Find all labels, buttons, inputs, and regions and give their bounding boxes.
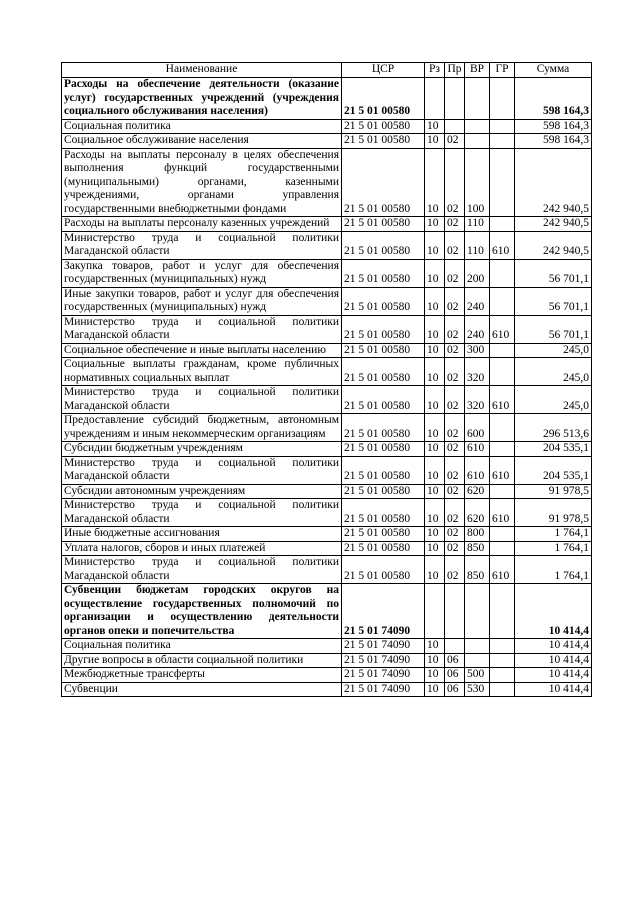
cell-pr: 02 xyxy=(445,287,465,315)
cell-name: Социальное обслуживание населения xyxy=(62,134,342,149)
cell-vr xyxy=(465,639,490,654)
cell-gr xyxy=(490,653,515,668)
cell-sum: 56 701,1 xyxy=(515,315,592,343)
cell-gr xyxy=(490,343,515,358)
cell-rz: 10 xyxy=(425,484,445,499)
cell-pr: 02 xyxy=(445,499,465,527)
cell-csr: 21 5 01 00580 xyxy=(342,499,425,527)
table-row xyxy=(62,217,592,232)
cell-name: Министерство труда и социальной политики Магаданской области xyxy=(62,315,342,343)
table-row xyxy=(62,668,592,683)
table-row xyxy=(62,541,592,556)
table-row xyxy=(62,259,592,287)
cell-name: Расходы на выплаты персоналу в целях обеспечения выполнения функций государственными (муниципальными) органами, казенными учреждениями, органами управления государственными внебюджетными фондами xyxy=(62,148,342,217)
cell-vr: 610 xyxy=(465,442,490,457)
cell-csr: 21 5 01 00580 xyxy=(342,358,425,386)
cell-sum: 56 701,1 xyxy=(515,259,592,287)
cell-gr: 610 xyxy=(490,231,515,259)
cell-sum: 91 978,5 xyxy=(515,484,592,499)
cell-vr xyxy=(465,78,490,120)
table-body xyxy=(62,78,592,697)
cell-pr: 02 xyxy=(445,134,465,149)
cell-gr xyxy=(490,442,515,457)
cell-gr: 610 xyxy=(490,386,515,414)
cell-name: Иные бюджетные ассигнования xyxy=(62,527,342,542)
header-row xyxy=(62,63,592,78)
cell-gr xyxy=(490,119,515,134)
cell-name: Межбюджетные трансферты xyxy=(62,668,342,683)
cell-rz: 10 xyxy=(425,119,445,134)
cell-gr xyxy=(490,148,515,217)
cell-csr: 21 5 01 00580 xyxy=(342,527,425,542)
cell-pr: 02 xyxy=(445,414,465,442)
cell-sum: 598 164,3 xyxy=(515,134,592,149)
cell-vr: 620 xyxy=(465,499,490,527)
cell-csr: 21 5 01 00580 xyxy=(342,456,425,484)
cell-vr: 110 xyxy=(465,217,490,232)
cell-pr: 02 xyxy=(445,259,465,287)
cell-gr xyxy=(490,414,515,442)
cell-vr: 300 xyxy=(465,343,490,358)
cell-sum: 10 414,4 xyxy=(515,668,592,683)
cell-vr: 100 xyxy=(465,148,490,217)
cell-vr: 800 xyxy=(465,527,490,542)
cell-name: Другие вопросы в области социальной политики xyxy=(62,653,342,668)
cell-name: Расходы на обеспечение деятельности (оказание услуг) государственных учреждений (учреждения социального обслуживания населения) xyxy=(62,78,342,120)
cell-pr: 02 xyxy=(445,442,465,457)
cell-name: Субсидии бюджетным учреждениям xyxy=(62,442,342,457)
header-vr: ВР xyxy=(465,63,490,78)
cell-rz: 10 xyxy=(425,527,445,542)
cell-csr: 21 5 01 00580 xyxy=(342,287,425,315)
cell-sum: 598 164,3 xyxy=(515,119,592,134)
cell-csr: 21 5 01 00580 xyxy=(342,134,425,149)
cell-pr xyxy=(445,119,465,134)
cell-sum: 10 414,4 xyxy=(515,639,592,654)
cell-vr xyxy=(465,119,490,134)
cell-csr: 21 5 01 74090 xyxy=(342,639,425,654)
cell-sum: 245,0 xyxy=(515,343,592,358)
cell-gr xyxy=(490,668,515,683)
cell-name: Министерство труда и социальной политики Магаданской области xyxy=(62,499,342,527)
cell-sum: 296 513,6 xyxy=(515,414,592,442)
cell-csr: 21 5 01 00580 xyxy=(342,217,425,232)
cell-name: Закупка товаров, работ и услуг для обеспечения государственных (муниципальных) нужд xyxy=(62,259,342,287)
cell-csr: 21 5 01 00580 xyxy=(342,541,425,556)
cell-gr xyxy=(490,259,515,287)
table-row xyxy=(62,653,592,668)
cell-name: Субвенции xyxy=(62,682,342,697)
cell-sum: 242 940,5 xyxy=(515,231,592,259)
cell-vr: 600 xyxy=(465,414,490,442)
cell-gr xyxy=(490,584,515,639)
table-row xyxy=(62,414,592,442)
cell-sum: 56 701,1 xyxy=(515,287,592,315)
cell-vr: 500 xyxy=(465,668,490,683)
cell-pr: 02 xyxy=(445,148,465,217)
cell-vr: 240 xyxy=(465,315,490,343)
cell-sum: 1 764,1 xyxy=(515,541,592,556)
table-row xyxy=(62,682,592,697)
cell-vr: 850 xyxy=(465,541,490,556)
cell-sum: 598 164,3 xyxy=(515,78,592,120)
cell-name: Субвенции бюджетам городских округов на осуществление государственных полномочий по организации и осуществлению деятельности органов опеки и попечительства xyxy=(62,584,342,639)
cell-rz: 10 xyxy=(425,148,445,217)
cell-pr: 02 xyxy=(445,456,465,484)
table-row xyxy=(62,499,592,527)
cell-vr: 320 xyxy=(465,386,490,414)
cell-vr: 530 xyxy=(465,682,490,697)
cell-csr: 21 5 01 74090 xyxy=(342,668,425,683)
cell-csr: 21 5 01 00580 xyxy=(342,119,425,134)
cell-pr: 02 xyxy=(445,217,465,232)
cell-csr: 21 5 01 00580 xyxy=(342,78,425,120)
budget-table xyxy=(61,62,592,697)
cell-name: Социальные выплаты гражданам, кроме публичных нормативных социальных выплат xyxy=(62,358,342,386)
cell-name: Иные закупки товаров, работ и услуг для обеспечения государственных (муниципальных) нужд xyxy=(62,287,342,315)
cell-rz: 10 xyxy=(425,442,445,457)
cell-csr: 21 5 01 00580 xyxy=(342,259,425,287)
cell-sum: 10 414,4 xyxy=(515,584,592,639)
cell-sum: 242 940,5 xyxy=(515,217,592,232)
cell-csr: 21 5 01 00580 xyxy=(342,148,425,217)
table-row xyxy=(62,134,592,149)
cell-vr xyxy=(465,584,490,639)
table-row xyxy=(62,343,592,358)
cell-sum: 10 414,4 xyxy=(515,682,592,697)
cell-pr: 02 xyxy=(445,541,465,556)
cell-csr: 21 5 01 74090 xyxy=(342,653,425,668)
cell-rz: 10 xyxy=(425,639,445,654)
cell-sum: 242 940,5 xyxy=(515,148,592,217)
cell-gr xyxy=(490,217,515,232)
cell-gr xyxy=(490,287,515,315)
cell-name: Предоставление субсидий бюджетным, автономным учреждениям и иным некоммерческим организациям xyxy=(62,414,342,442)
table-row xyxy=(62,148,592,217)
cell-gr xyxy=(490,78,515,120)
cell-rz: 10 xyxy=(425,358,445,386)
cell-pr: 02 xyxy=(445,527,465,542)
cell-name: Социальная политика xyxy=(62,119,342,134)
table-row xyxy=(62,386,592,414)
cell-vr: 110 xyxy=(465,231,490,259)
header-csr: ЦСР xyxy=(342,63,425,78)
table-row xyxy=(62,119,592,134)
cell-rz: 10 xyxy=(425,682,445,697)
cell-name: Министерство труда и социальной политики Магаданской области xyxy=(62,456,342,484)
cell-pr: 02 xyxy=(445,315,465,343)
cell-rz: 10 xyxy=(425,653,445,668)
cell-sum: 204 535,1 xyxy=(515,442,592,457)
cell-pr: 06 xyxy=(445,668,465,683)
cell-rz: 10 xyxy=(425,134,445,149)
cell-pr: 02 xyxy=(445,231,465,259)
cell-csr: 21 5 01 00580 xyxy=(342,386,425,414)
cell-pr xyxy=(445,78,465,120)
cell-csr: 21 5 01 00580 xyxy=(342,484,425,499)
table-row xyxy=(62,287,592,315)
cell-gr xyxy=(490,358,515,386)
cell-csr: 21 5 01 00580 xyxy=(342,442,425,457)
cell-rz: 10 xyxy=(425,556,445,584)
table-row xyxy=(62,556,592,584)
table-row xyxy=(62,78,592,120)
header-rz: Рз xyxy=(425,63,445,78)
cell-pr: 02 xyxy=(445,484,465,499)
cell-rz xyxy=(425,78,445,120)
table-row xyxy=(62,231,592,259)
table-row xyxy=(62,456,592,484)
cell-csr: 21 5 01 00580 xyxy=(342,556,425,584)
cell-csr: 21 5 01 00580 xyxy=(342,315,425,343)
cell-rz: 10 xyxy=(425,343,445,358)
cell-name: Министерство труда и социальной политики Магаданской области xyxy=(62,386,342,414)
table-row xyxy=(62,527,592,542)
cell-rz: 10 xyxy=(425,386,445,414)
cell-rz xyxy=(425,584,445,639)
cell-rz: 10 xyxy=(425,456,445,484)
cell-vr xyxy=(465,134,490,149)
cell-sum: 245,0 xyxy=(515,386,592,414)
cell-gr xyxy=(490,682,515,697)
cell-pr: 06 xyxy=(445,682,465,697)
cell-csr: 21 5 01 00580 xyxy=(342,343,425,358)
cell-rz: 10 xyxy=(425,668,445,683)
cell-sum: 204 535,1 xyxy=(515,456,592,484)
table-row xyxy=(62,639,592,654)
header-gr: ГР xyxy=(490,63,515,78)
cell-rz: 10 xyxy=(425,231,445,259)
cell-csr: 21 5 01 00580 xyxy=(342,231,425,259)
cell-vr: 620 xyxy=(465,484,490,499)
cell-vr: 200 xyxy=(465,259,490,287)
cell-gr xyxy=(490,484,515,499)
cell-rz: 10 xyxy=(425,217,445,232)
cell-vr: 610 xyxy=(465,456,490,484)
cell-pr: 02 xyxy=(445,556,465,584)
header-pr: Пр xyxy=(445,63,465,78)
cell-rz: 10 xyxy=(425,287,445,315)
cell-sum: 91 978,5 xyxy=(515,499,592,527)
cell-name: Уплата налогов, сборов и иных платежей xyxy=(62,541,342,556)
cell-gr xyxy=(490,134,515,149)
cell-gr xyxy=(490,527,515,542)
table-row xyxy=(62,358,592,386)
cell-csr: 21 5 01 74090 xyxy=(342,584,425,639)
cell-pr xyxy=(445,584,465,639)
cell-pr: 02 xyxy=(445,358,465,386)
cell-sum: 1 764,1 xyxy=(515,556,592,584)
cell-name: Расходы на выплаты персоналу казенных учреждений xyxy=(62,217,342,232)
cell-csr: 21 5 01 00580 xyxy=(342,414,425,442)
cell-rz: 10 xyxy=(425,499,445,527)
cell-vr: 240 xyxy=(465,287,490,315)
cell-gr: 610 xyxy=(490,315,515,343)
cell-rz: 10 xyxy=(425,414,445,442)
table-row xyxy=(62,584,592,639)
cell-name: Министерство труда и социальной политики Магаданской области xyxy=(62,556,342,584)
cell-pr xyxy=(445,639,465,654)
table-row xyxy=(62,442,592,457)
cell-pr: 06 xyxy=(445,653,465,668)
header-sum: Сумма xyxy=(515,63,592,78)
cell-gr xyxy=(490,639,515,654)
cell-gr: 610 xyxy=(490,499,515,527)
cell-rz: 10 xyxy=(425,315,445,343)
cell-vr xyxy=(465,653,490,668)
cell-vr: 320 xyxy=(465,358,490,386)
cell-csr: 21 5 01 74090 xyxy=(342,682,425,697)
cell-sum: 1 764,1 xyxy=(515,527,592,542)
cell-sum: 245,0 xyxy=(515,358,592,386)
table-row xyxy=(62,484,592,499)
cell-name: Социальное обеспечение и иные выплаты населению xyxy=(62,343,342,358)
cell-sum: 10 414,4 xyxy=(515,653,592,668)
cell-name: Субсидии автономным учреждениям xyxy=(62,484,342,499)
cell-vr: 850 xyxy=(465,556,490,584)
cell-pr: 02 xyxy=(445,343,465,358)
cell-gr: 610 xyxy=(490,456,515,484)
cell-rz: 10 xyxy=(425,541,445,556)
cell-name: Министерство труда и социальной политики Магаданской области xyxy=(62,231,342,259)
cell-rz: 10 xyxy=(425,259,445,287)
header-name: Наименование xyxy=(62,63,342,78)
cell-gr xyxy=(490,541,515,556)
cell-pr: 02 xyxy=(445,386,465,414)
cell-gr: 610 xyxy=(490,556,515,584)
cell-name: Социальная политика xyxy=(62,639,342,654)
table-row xyxy=(62,315,592,343)
